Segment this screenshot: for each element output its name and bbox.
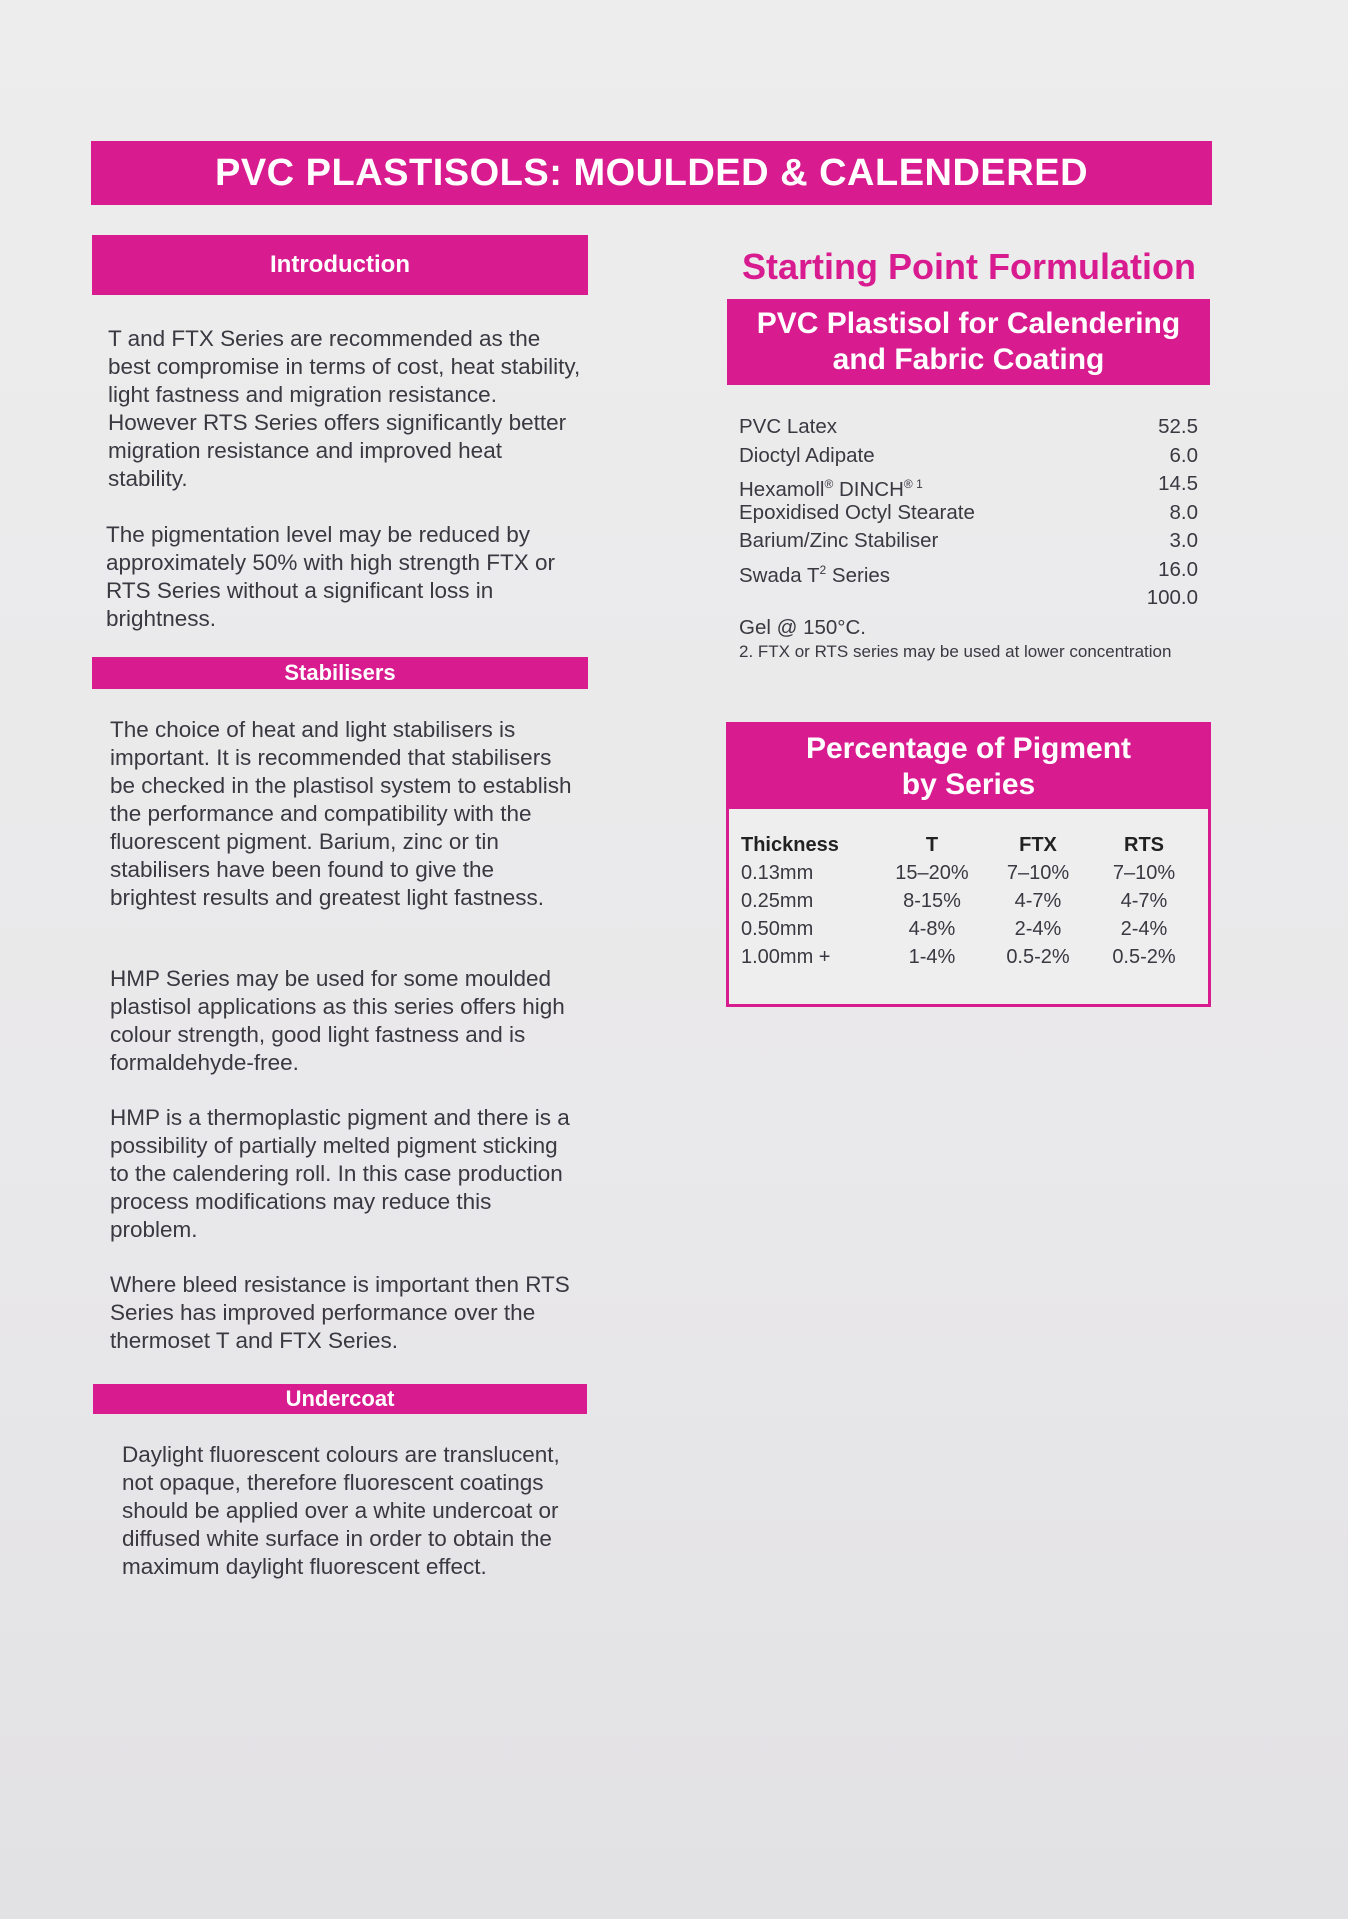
formulation-list [739, 413, 1198, 613]
formulation-row [739, 470, 1198, 499]
table-cell: 0.5-2% [1006, 946, 1070, 968]
ingredient-name: Epoxidised Octyl Stearate [739, 500, 975, 524]
undercoat-heading: Undercoat [285, 1386, 395, 1411]
formulation-row [739, 556, 1198, 585]
table-cell: 0.13mm [741, 862, 814, 884]
gel-note: Gel @ 150°C. [739, 616, 867, 639]
introduction-paragraph-2: The pigmentation level may be reduced by approximately 50% with high strength FTX or RTS Series without a significant loss in brightness. [106, 522, 555, 631]
ingredient-value: 6.0 [1169, 443, 1198, 467]
formulation-total: 100.0 [1146, 586, 1198, 609]
column-header: RTS [1124, 834, 1164, 856]
ingredient-value: 8.0 [1169, 500, 1198, 524]
stabilisers-heading-bar [92, 657, 588, 689]
table-row [741, 915, 1197, 943]
formulation-row [739, 499, 1198, 528]
introduction-heading: Introduction [270, 251, 410, 278]
table-header-row [741, 831, 1197, 859]
table-cell: 0.50mm [741, 918, 814, 940]
table-cell: 0.25mm [741, 890, 814, 912]
pigment-table-box [726, 722, 1211, 1007]
formulation-title: Starting Point Formulation [742, 246, 1196, 287]
pigment-table-title-line1: Percentage of Pigment [805, 732, 1132, 765]
column-header: Thickness [741, 834, 839, 856]
table-cell: 4-8% [908, 918, 956, 940]
table-row [741, 943, 1197, 971]
pigment-table [741, 831, 1197, 971]
table-cell: 4-7% [1120, 890, 1168, 912]
formulation-row [739, 442, 1198, 471]
introduction-heading-bar [92, 235, 588, 295]
table-row [741, 887, 1197, 915]
ingredient-value: 16.0 [1158, 557, 1198, 581]
table-cell: 7–10% [1006, 862, 1070, 884]
ingredient-value: 3.0 [1169, 529, 1198, 552]
ingredient-name: Barium/Zinc Stabiliser [739, 529, 939, 552]
table-cell: 1.00mm + [741, 946, 831, 968]
formulation-row [739, 413, 1198, 442]
page-title: PVC PLASTISOLS: MOULDED & CALENDERED [214, 151, 1089, 194]
undercoat-paragraph: Daylight fluorescent colours are translucent, not opaque, therefore fluorescent coatings should be applied over a white undercoat or diffused white surface in order to obtain the maximum daylight fluorescent effect. [122, 1442, 560, 1579]
pigment-table-title-bar [729, 725, 1208, 809]
ingredient-value: 14.5 [1158, 472, 1198, 495]
stabilisers-paragraph-1: The choice of heat and light stabilisers is important. It is recommended that stabilisers be checked in the plastisol system to establish the performance and compatibility with the fluorescent pigment. Barium, zinc or tin stabilisers have been found to give the brightest results and greatest light fastness. [110, 717, 572, 910]
formulation-subtitle-bar [727, 299, 1210, 385]
page-title-banner [91, 141, 1212, 205]
table-cell: 7–10% [1112, 862, 1176, 884]
ingredient-value: 52.5 [1158, 415, 1198, 438]
pigment-table-title-line2: by Series [901, 768, 1036, 801]
formulation-row [739, 527, 1198, 556]
formulation-notes [739, 615, 1199, 663]
formulation-subtitle-line2: and Fabric Coating [832, 343, 1105, 376]
undercoat-heading-bar [93, 1384, 587, 1414]
table-cell: 15–20% [895, 862, 969, 884]
table-row [741, 859, 1197, 887]
stabilisers-paragraph-4: Where bleed resistance is important then RTS Series has improved performance over the thermoset T and FTX Series. [110, 1272, 570, 1353]
column-header: T [925, 834, 939, 856]
table-cell: 4-7% [1014, 890, 1062, 912]
stabilisers-paragraph-2: HMP Series may be used for some moulded plastisol applications as this series offers high colour strength, good light fastness and is formaldehyde-free. [110, 966, 565, 1075]
table-cell: 0.5-2% [1112, 946, 1176, 968]
formulation-subtitle-line1: PVC Plastisol for Calendering [756, 307, 1181, 340]
table-cell: 1-4% [908, 946, 956, 968]
ingredient-name: Swada $T^2$ Series [739, 562, 891, 587]
ingredient-name: Dioctyl Adipate [739, 443, 875, 467]
table-cell: 2-4% [1120, 918, 1168, 940]
ingredient-name: PVC Latex [739, 415, 837, 438]
footnote-2: 2. FTX or RTS series may be used at lower concentration [739, 642, 1172, 661]
ingredient-name: Hexamoll® $DINCH^{® 1}$ [739, 477, 923, 501]
column-header: FTX [1019, 834, 1057, 856]
stabilisers-paragraph-3: HMP is a thermoplastic pigment and there is a possibility of partially melted pigment sticking to the calendering roll. In this case production process modifications may reduce this problem. [110, 1105, 570, 1242]
stabilisers-heading: Stabilisers [284, 660, 396, 685]
table-cell: 2-4% [1014, 918, 1062, 940]
introduction-paragraph-1: T and FTX Series are recommended as the best compromise in terms of cost, heat stability, light fastness and migration resistance. However RTS Series offers significantly better migration resistance and improved heat stability. [108, 326, 581, 491]
formulation-total-row [739, 584, 1198, 613]
table-cell: 8-15% [903, 890, 961, 912]
